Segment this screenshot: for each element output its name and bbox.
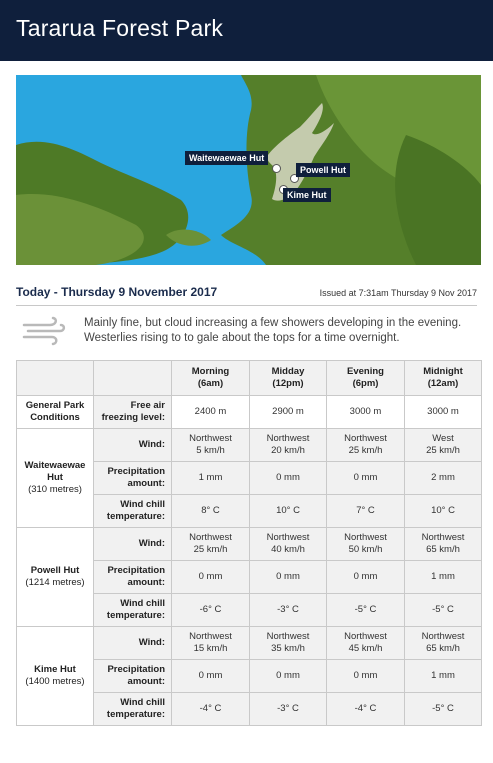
param-freezing-level: Free air freezing level: bbox=[94, 396, 172, 429]
value-cell: -4° C bbox=[172, 693, 250, 726]
value-cell: 0 mm bbox=[172, 660, 250, 693]
header-period-midday: Midday (12pm) bbox=[250, 361, 327, 396]
value-cell: 0 mm bbox=[327, 561, 405, 594]
forecast-date-row bbox=[16, 265, 477, 299]
location-waitewaewae-hut: Waitewaewae Hut (310 metres) bbox=[17, 429, 94, 528]
header-empty-cell bbox=[94, 361, 172, 396]
value-cell: Northwest 25 km/h bbox=[172, 528, 250, 561]
value-cell: Northwest 25 km/h bbox=[327, 429, 405, 462]
value-cell: -5° C bbox=[405, 594, 482, 627]
value-cell: 8° C bbox=[172, 495, 250, 528]
value-cell: Northwest 45 km/h bbox=[327, 627, 405, 660]
page-title: Tararua Forest Park bbox=[16, 15, 224, 41]
map-label-powell[interactable]: Powell Hut bbox=[296, 163, 350, 177]
value-cell: 7° C bbox=[327, 495, 405, 528]
value-cell: -5° C bbox=[405, 693, 482, 726]
header-empty-cell bbox=[17, 361, 94, 396]
map-label-waitewaewae[interactable]: Waitewaewae Hut bbox=[185, 151, 268, 165]
value-cell: -6° C bbox=[172, 594, 250, 627]
header-period-evening: Evening (6pm) bbox=[327, 361, 405, 396]
location-kime-hut: Kime Hut (1400 metres) bbox=[17, 627, 94, 726]
value-cell: Northwest 50 km/h bbox=[327, 528, 405, 561]
value-cell: 1 mm bbox=[172, 462, 250, 495]
page-header bbox=[0, 0, 493, 61]
location-powell-hut: Powell Hut (1214 metres) bbox=[17, 528, 94, 627]
map-graphic bbox=[16, 75, 481, 265]
value-cell: West 25 km/h bbox=[405, 429, 482, 462]
value-cell: 0 mm bbox=[327, 462, 405, 495]
value-cell: 0 mm bbox=[250, 660, 327, 693]
forecast-date-title: Today - Thursday 9 November 2017 bbox=[16, 285, 218, 299]
value-cell: Northwest 15 km/h bbox=[172, 627, 250, 660]
value-cell: Northwest 35 km/h bbox=[250, 627, 327, 660]
param-precipitation: Precipitation amount: bbox=[94, 561, 172, 594]
param-wind: Wind: bbox=[94, 429, 172, 462]
value-cell: -4° C bbox=[327, 693, 405, 726]
header-period-midnight: Midnight (12am) bbox=[405, 361, 482, 396]
value-cell: 2900 m bbox=[250, 396, 327, 429]
table-row bbox=[17, 627, 482, 660]
param-wind: Wind: bbox=[94, 528, 172, 561]
value-cell: Northwest 40 km/h bbox=[250, 528, 327, 561]
param-wind-chill: Wind chill temperature: bbox=[94, 693, 172, 726]
value-cell: 10° C bbox=[405, 495, 482, 528]
value-cell: Northwest 20 km/h bbox=[250, 429, 327, 462]
value-cell: 3000 m bbox=[327, 396, 405, 429]
table-row bbox=[17, 429, 482, 462]
issued-time: Issued at 7:31am Thursday 9 Nov 2017 bbox=[319, 288, 477, 298]
forecast-table bbox=[16, 360, 482, 726]
table-row bbox=[17, 528, 482, 561]
value-cell: 0 mm bbox=[250, 561, 327, 594]
value-cell: -3° C bbox=[250, 693, 327, 726]
table-row bbox=[17, 396, 482, 429]
forecast-summary bbox=[16, 316, 477, 346]
value-cell: Northwest 5 km/h bbox=[172, 429, 250, 462]
header-period-morning: Morning (6am) bbox=[172, 361, 250, 396]
param-wind-chill: Wind chill temperature: bbox=[94, 495, 172, 528]
value-cell: -3° C bbox=[250, 594, 327, 627]
value-cell: -5° C bbox=[327, 594, 405, 627]
park-map bbox=[16, 75, 481, 265]
value-cell: 2400 m bbox=[172, 396, 250, 429]
value-cell: 2 mm bbox=[405, 462, 482, 495]
value-cell: 0 mm bbox=[327, 660, 405, 693]
value-cell: 1 mm bbox=[405, 561, 482, 594]
summary-text: Mainly fine, but cloud increasing a few showers developing in the evening. Westerlies rising to to gale about the tops for a time overnight. bbox=[84, 317, 462, 344]
value-cell: 0 mm bbox=[172, 561, 250, 594]
value-cell: 1 mm bbox=[405, 660, 482, 693]
table-header-row bbox=[17, 361, 482, 396]
param-precipitation: Precipitation amount: bbox=[94, 462, 172, 495]
value-cell: 10° C bbox=[250, 495, 327, 528]
value-cell: 0 mm bbox=[250, 462, 327, 495]
param-wind-chill: Wind chill temperature: bbox=[94, 594, 172, 627]
value-cell: Northwest 65 km/h bbox=[405, 627, 482, 660]
divider bbox=[16, 305, 477, 306]
waitewaewae-hut-marker[interactable] bbox=[272, 164, 281, 173]
wind-icon bbox=[22, 316, 66, 346]
value-cell: Northwest 65 km/h bbox=[405, 528, 482, 561]
param-precipitation: Precipitation amount: bbox=[94, 660, 172, 693]
map-label-kime[interactable]: Kime Hut bbox=[283, 188, 331, 202]
value-cell: 3000 m bbox=[405, 396, 482, 429]
param-wind: Wind: bbox=[94, 627, 172, 660]
location-general: General Park Conditions bbox=[17, 396, 94, 429]
